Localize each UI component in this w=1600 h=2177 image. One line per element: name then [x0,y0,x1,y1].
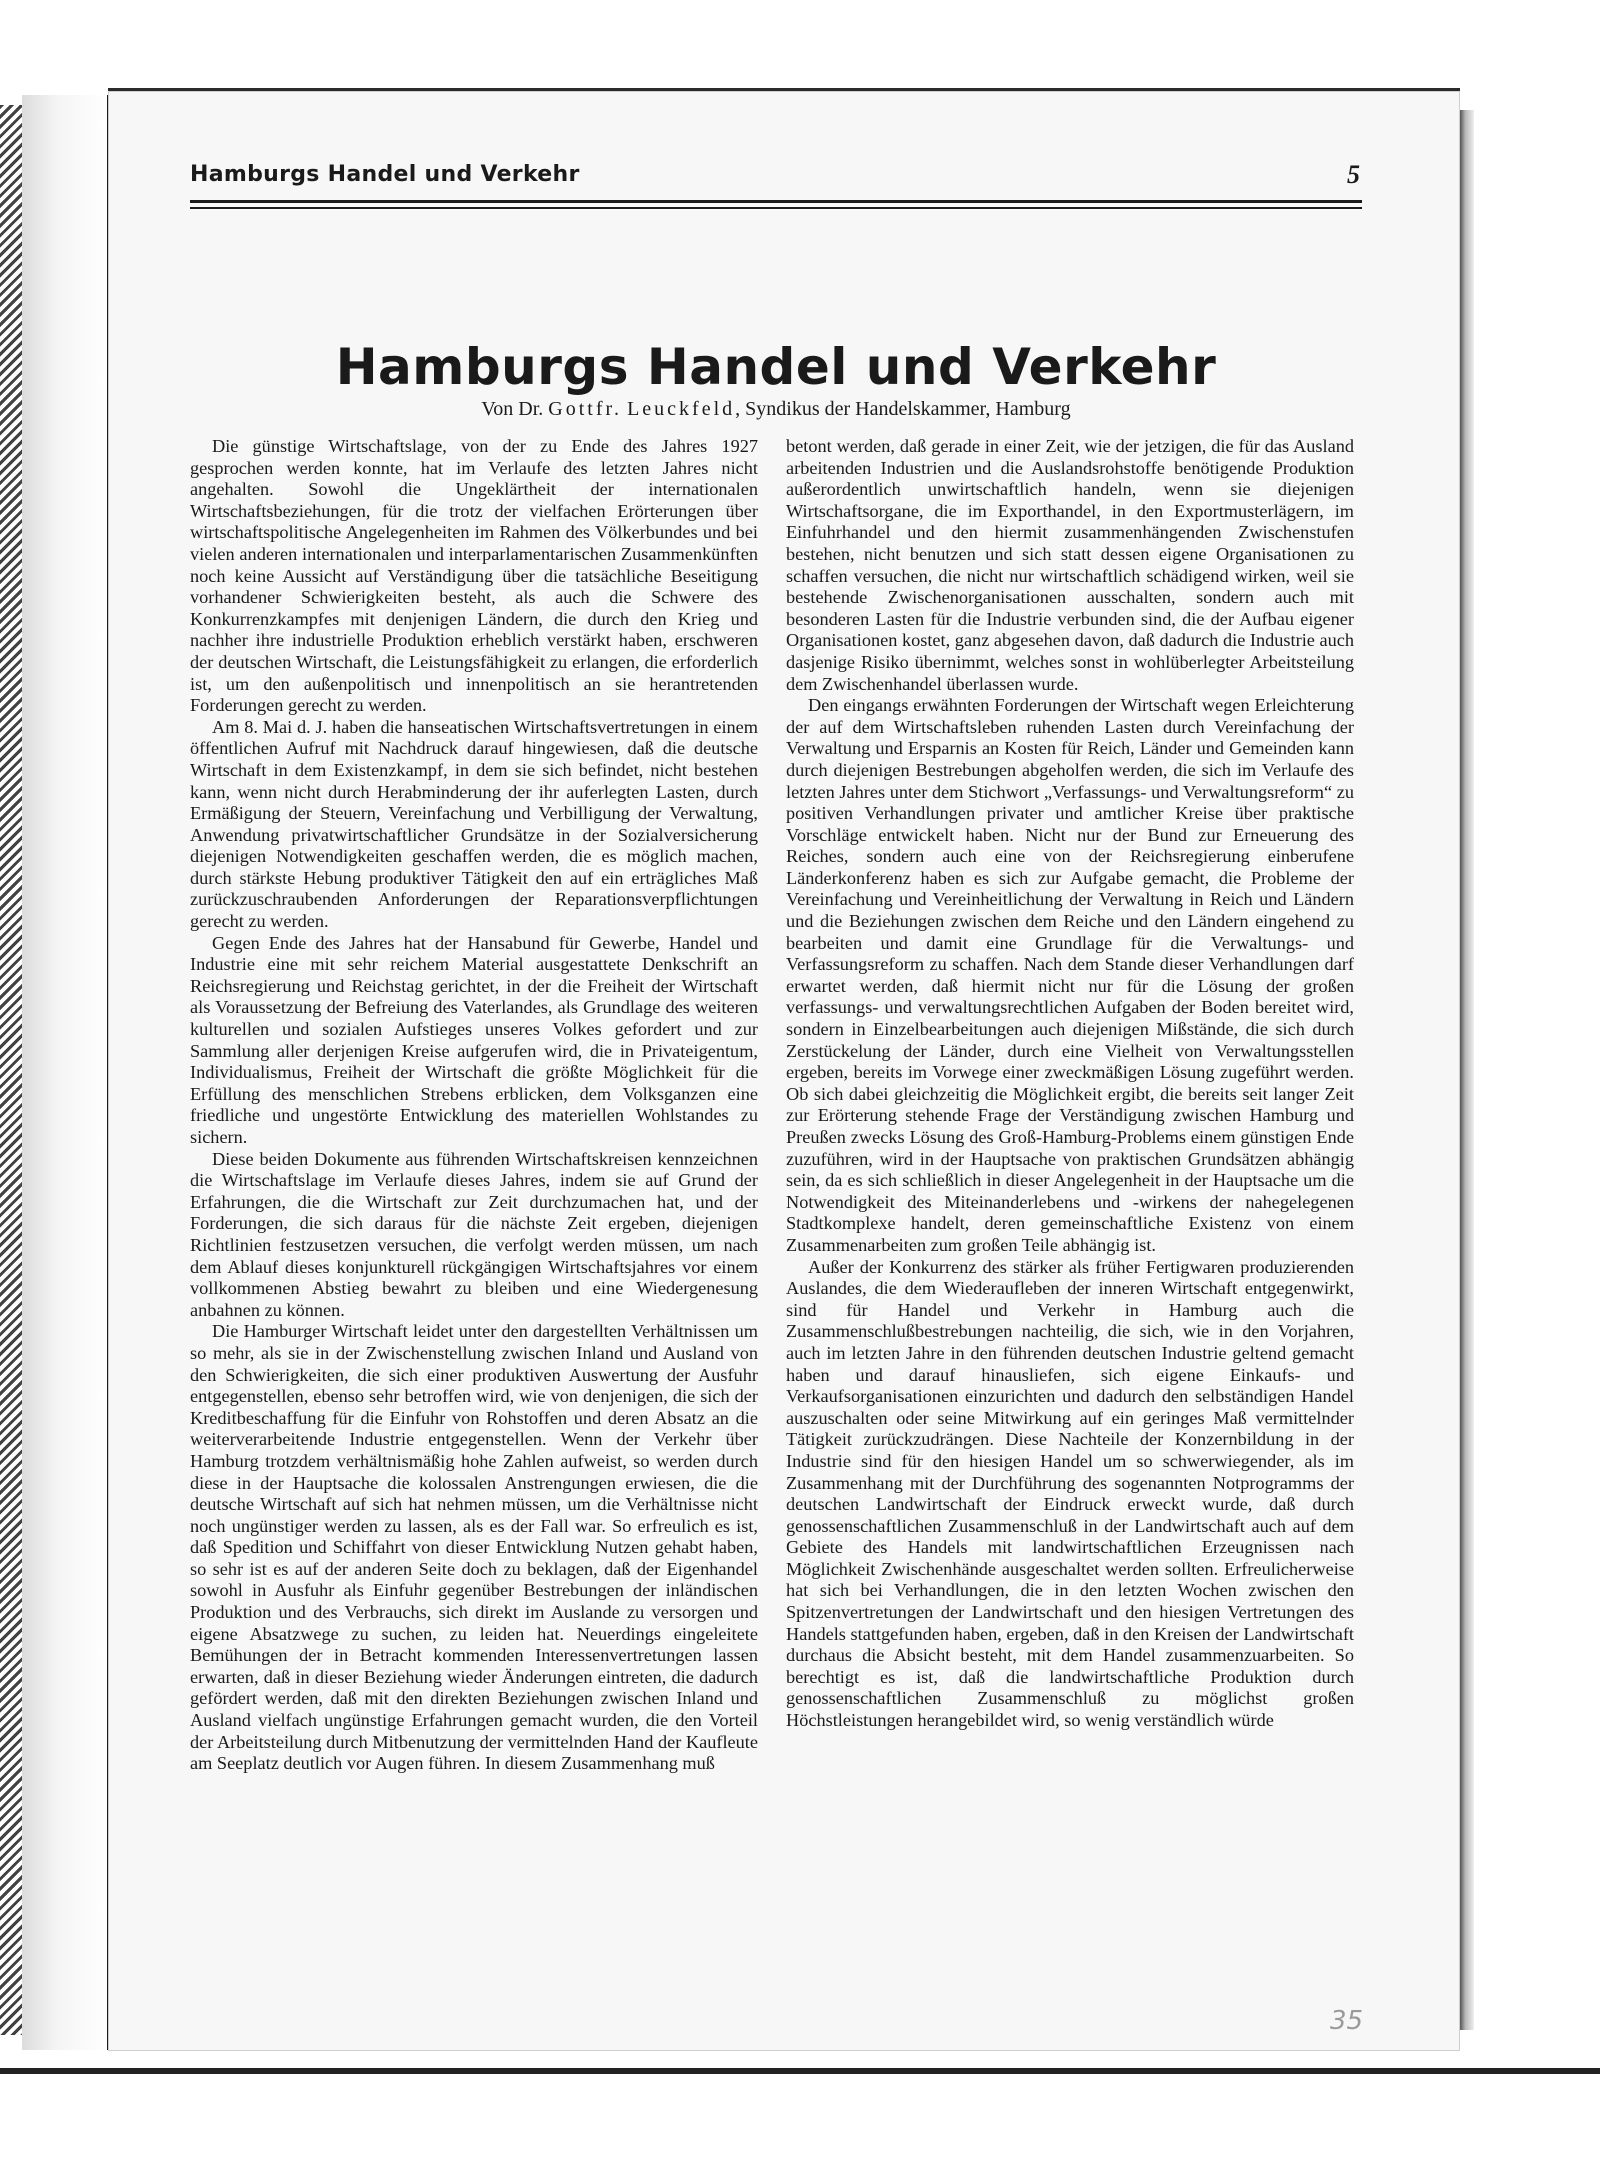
previous-page-edge [22,95,110,2050]
paragraph: Außer der Konkurrenz des stärker als früher Fertigwaren produzierenden Auslandes, die dem Wiederaufleben der inneren Wirtschaft entgegenwirkt, sind für Handel und Verkehr in Hamburg auch die Zusammenschlußbestrebungen nachteilig, die sich, wie in den Vorjahren, auch im letzten Jahre in den führenden deutschen Industrie geltend gemacht haben und darauf hinausliefen, sich eigene Einkaufs- und Verkaufsorganisationen einzurichten und dadurch den selbständigen Handel auszuschalten oder seine Mitwirkung auf ein geringes Maß vermittelnder Tätigkeit zurückzudrängen. Diese Nachteile der Konzernbildung in der Industrie sind für den hiesigen Handel um so schwerwiegender, als im Zusammenhang mit der Durchführung des sogenannten Notprogramms der deutschen Landwirtschaft der Eindruck erweckt wurde, daß durch genossenschaftlichen Zusammenschluß in der Landwirtschaft auch auf dem Gebiete des Handels mit landwirtschaftlichen Erzeugnissen nach Möglichkeit Zwischenhände ausgeschaltet werden sollten. Erfreulicherweise hat sich bei Verhandlungen, die in den letzten Wochen zwischen den Spitzenvertretungen der Landwirtschaft und den hiesigen Vertretungen des Handels stattgefunden haben, ergeben, daß in den Kreisen der Landwirtschaft durchaus die Absicht besteht, mit dem Handel zusammenzuarbeiten. So berechtigt es ist, daß die landwirtschaftliche Produktion durch genossenschaftlichen Zusammenschluß zu möglichst großen Höchstleistungen herangebildet wird, so wenig verständlich würde [786,1256,1354,1731]
paragraph: Diese beiden Dokumente aus führenden Wirtschaftskreisen kennzeichnen die Wirtschaftslage im Verlaufe dieses Jahres, indem sie auf Grund der Erfahrungen, die die Wirtschaft zur Zeit durchzumachen hat, und der Forderungen, die sich daraus für die nächste Zeit ergeben, diejenigen Richtlinien festzusetzen versuchen, die verfolgt werden müssen, um nach dem Ablauf dieses konjunkturell rückgängigen Wirtschaftsjahres vor einem vollkommenen Abstieg bewahrt zu bleiben und eine Wiedergenesung anbahnen zu können. [190,1148,758,1320]
byline-author-first: Gottfr. [548,398,623,420]
right-column [786,436,1354,1732]
binding-ornament [0,105,22,2035]
scan-border [0,2068,1600,2074]
pencil-margin-note: 35 [1330,2006,1364,2036]
page-number: 5 [1347,160,1360,189]
paragraph: Gegen Ende des Jahres hat der Hansabund für Gewerbe, Handel und Industrie eine mit sehr reichem Material ausgestattete Denkschrift an Reichsregierung und Reichstag gerichtet, in der die Freiheit der Wirtschaft als Voraussetzung der Befreiung des Vaterlandes, als Grundlage des weiteren kulturellen und sozialen Aufstieges unseres Volkes gefordert und zur Sammlung aller derjenigen Kreise aufgerufen wird, die in Privateigentum, Individualismus, Freiheit der Wirtschaft die größte Möglichkeit für die Erfüllung des menschlichen Strebens erblicken, dem Volksganzen eine friedliche und ungestörte Entwicklung des materiellen Wohlstandes zu sichern. [190,932,758,1147]
running-head-title: Hamburgs Handel und Verkehr [190,162,580,187]
article-byline [190,398,1362,421]
header-rule-thick [190,200,1362,203]
paragraph: betont werden, daß gerade in einer Zeit, wie der jetzigen, die für das Ausland arbeitenden Industrien und die Auslandsrohstoffe benötigende Produktion außerordentlich unwirtschaftlich handeln, wenn sie diejenigen Wirtschaftsorgane, die im Exporthandel, in den Exportmusterlägern, im Einfuhrhandel und den hiermit zusammenhängenden Zwischenstufen bestehen, nicht benutzen und sich statt dessen eigene Organisationen zu schaffen versuchen, die nicht nur wirtschaftlich schädigend wirken, weil sie bestehende Zwischenorganisationen ausschalten, sondern auch mit besonderen Lasten für die Industrie verbunden sind, die der Aufbau eigener Organisationen kostet, ganz abgesehen davon, daß dadurch die Industrie auch dasjenige Risiko übernimmt, welches sonst in wohlüberlegter Arbeitsteilung dem Zwischenhandel überlassen wurde. [786,436,1354,694]
paragraph: Den eingangs erwähnten Forderungen der Wirtschaft wegen Erleichterung der auf dem Wirtschaftsleben ruhenden Lasten durch Vereinfachung der Verwaltung und Ersparnis an Kosten für Reich, Länder und Gemeinden kann durch diejenigen Bestrebungen abgeholfen werden, die sich im Verlaufe des letzten Jahres unter dem Stichwort „Verfassungs- und Verwaltungsreform“ zu positiven Verhandlungen privater und amtlicher Kreise über praktische Vorschläge entwickelt haben. Nicht nur der Bund zur Erneuerung des Reiches, sondern auch eine von der Reichsregierung einberufene Länderkonferenz haben es sich zur Aufgabe gemacht, die Probleme der Vereinfachung und Vereinheitlichung der Verwaltung in Reich und Ländern und die Beziehungen zwischen dem Reiche und den Ländern eingehend zu bearbeiten und damit eine Grundlage für die Verwaltungs- und Verfassungsreform zu schaffen. Nach dem Stande dieser Verhandlungen darf erwartet werden, daß hiermit nicht nur für die Lösung der großen verfassungs- und verwaltungsrechtlichen Aufgaben der Boden bereitet wird, sondern in Einzelbearbeitungen auch diejenigen Mißstände, die sich durch Zerstückelung der Länder, durch eine Vielheit von Verwaltungsstellen ergeben, bereits im Vorwege einer zweckmäßigen Lösung zugeführt werden. Ob sich dabei gleichzeitig die Möglichkeit ergibt, die bereits seit langer Zeit zur Erörterung stehende Frage der Verständigung zwischen Hamburg und Preußen zwecks Lösung des Groß-Hamburg-Problems einem günstigen Ende zuzuführen, wird in der Hauptsache von praktischen Grundsätzen abhängig sein, da es sich schließlich in dieser Angelegenheit in der Hauptsache um die Notwendigkeit des Miteinanderlebens und -wirkens der nahegelegenen Stadtkomplexe handelt, deren gemeinschaftliche Existenz von einem Zusammenarbeiten zum großen Teile abhängig ist. [786,695,1354,1255]
byline-suffix: , Syndikus der Handelskammer, Hamburg [735,398,1071,420]
left-column [190,436,758,1775]
running-head [190,158,1360,194]
paragraph: Die günstige Wirtschaftslage, von der zu Ende des Jahres 1927 gesprochen werden konnte, hat im Verlaufe des letzten Jahres nicht angehalten. Sowohl die Ungeklärtheit der internationalen Wirtschaftsbeziehungen, für die trotz der vielfachen Erörterungen über wirtschaftspolitische Angelegenheiten im Rahmen des Völkerbundes und bei vielen anderen internationalen und interparlamentarischen Zusammenkünften noch keine Aussicht auf Verständigung über die tatsächliche Beseitigung vorhandener Schwierigkeiten besteht, als auch die Schwere des Konkurrenzkampfes mit denjenigen Ländern, die durch den Krieg und nachher ihre industrielle Produktion erheblich verstärkt haben, erschweren der deutschen Wirtschaft, die Leistungsfähigkeit zu erlangen, die erforderlich ist, um den außenpolitisch und innenpolitisch an sie herantretenden Forderungen gerecht zu werden. [190,436,758,716]
page-edge-shadow [1460,110,1474,2030]
paragraph: Am 8. Mai d. J. haben die hanseatischen Wirtschaftsvertretungen in einem öffentlichen Aufruf mit Nachdruck darauf hingewiesen, daß die deutsche Wirtschaft in dem Existenzkampf, in dem sie sich befindet, nicht bestehen kann, wenn nicht durch Herabminderung der ihr auferlegten Lasten, durch Ermäßigung der Steuern, Vereinfachung und Verbilligung der Verwaltung, Anwendung privatwirtschaftlicher Grundsätze in der Sozialversicherung diejenigen Notwendigkeiten geschaffen werden, die es möglich machen, durch stärkste Hebung produktiver Tätigkeit den auf ein erträgliches Maß zurückzuschraubenden Anforderungen der Reparationsverpflichtungen gerecht zu werden. [190,716,758,932]
article-headline: Hamburgs Handel und Verkehr [335,338,1217,396]
byline-author-last: Leuckfeld [627,398,736,420]
byline-prefix: Von Dr. [481,398,544,420]
header-rule-thin [190,207,1362,209]
paragraph: Die Hamburger Wirtschaft leidet unter den dargestellten Verhältnissen um so mehr, als sie in der Zwischenstellung zwischen Inland und Ausland von den Schwierigkeiten, die sich einer produktiven Auswertung der Ausfuhr entgegenstellen, ebenso sehr betroffen wird, wie von denjenigen, die sich der Kreditbeschaffung für die Einfuhr von Rohstoffen und deren Absatz an die weiterverarbeitende Industrie entgegenstellen. Wenn der Verkehr über Hamburg trotzdem verhältnismäßig hohe Zahlen aufweist, so werden durch diese in der Hauptsache die kolossalen Anstrengungen erwiesen, die die deutsche Wirtschaft auf sich hat nehmen müssen, um die Verhältnisse nicht noch ungünstiger werden zu lassen, als es der Fall war. So erfreulich es ist, daß Spedition und Schiffahrt von dieser Entwicklung Nutzen gehabt haben, so sehr ist es auf der anderen Seite doch zu beklagen, daß der Eigenhandel sowohl in Ausfuhr als Einfuhr gegenüber Bestrebungen der inländischen Produktion und des Verbrauchs, sich direkt im Auslande zu versorgen und eigene Absatzwege zu suchen, zu leiden hat. Neuerdings eingeleitete Bemühungen der in Betracht kommenden Interessenvertretungen lassen erwarten, daß in dieser Beziehung wieder Änderungen eintreten, die dadurch gefördert werden, daß mit den direkten Beziehungen zwischen Inland und Ausland vielfach ungünstige Erfahrungen gemacht wurden, die den Vorteil der Arbeitsteilung durch Mitbenutzung der vermittelnden Hand der Kaufleute am Seeplatz deutlich vor Augen führen. In diesem Zusammenhang muß [190,1321,758,1774]
